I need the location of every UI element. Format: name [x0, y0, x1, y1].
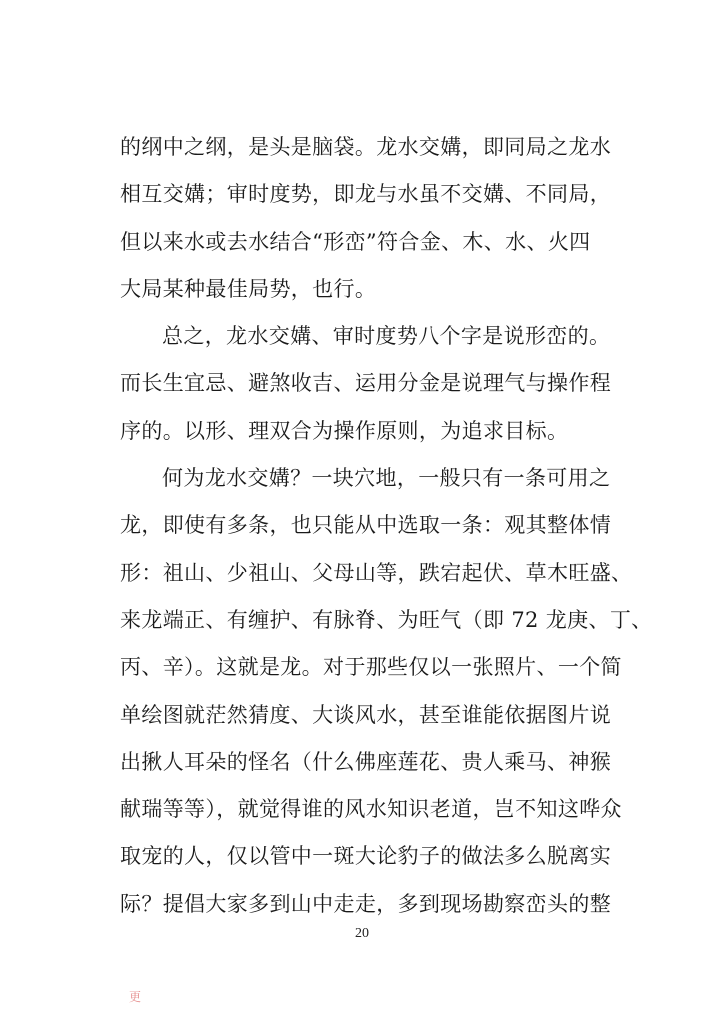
text-line: 来龙端正、有缠护、有脉脊、为旺气（即 72 龙庚、丁、: [120, 607, 653, 632]
text-line: 但以来水或去水结合“形峦”符合金、木、水、火四: [120, 229, 591, 254]
text-line: 而长生宜忌、避煞收吉、运用分金是说理气与操作程: [120, 371, 612, 396]
text-line: 际？提倡大家多到山中走走，多到现场勘察峦头的整: [120, 891, 612, 916]
text-line: 献瑞等等），就觉得谁的风水知识老道，岂不知这哗众: [120, 797, 622, 822]
body-text: [120, 124, 653, 928]
text-line: 取宠的人，仅以管中一斑大论豹子的做法多么脱离实: [120, 844, 612, 869]
text-line: 何为龙水交媾？一块穴地，一般只有一条可用之: [162, 466, 611, 491]
text-line: 的纲中之纲，是头是脑袋。龙水交媾，即同局之龙水: [120, 135, 612, 159]
text-line: 相互交媾；审时度势，即龙与水虽不交媾、不同局，: [120, 182, 612, 207]
text-line: 序的。以形、理双合为操作原则，为追求目标。: [120, 418, 569, 443]
text-line: 形：祖山、少祖山、父母山等，跌宕起伏、草木旺盛、: [120, 560, 633, 585]
text-line: 丙、辛）。这就是龙。对于那些仅以一张照片、一个简: [120, 655, 622, 680]
text-line: 出揪人耳朵的怪名（什么佛座莲花、贵人乘马、神猴: [120, 749, 612, 774]
text-line: 大局某种最佳局势，也行。: [120, 276, 377, 301]
text-line: 总之，龙水交媾、审时度势八个字是说形峦的。: [162, 324, 611, 349]
page-number: 20: [355, 926, 369, 941]
text-line: 单绘图就茫然猜度、大谈风水，甚至谁能依据图片说: [120, 702, 612, 727]
text-line: 龙，即使有多条，也只能从中选取一条：观其整体情: [120, 513, 612, 538]
corner-mark: 更: [129, 990, 142, 1004]
